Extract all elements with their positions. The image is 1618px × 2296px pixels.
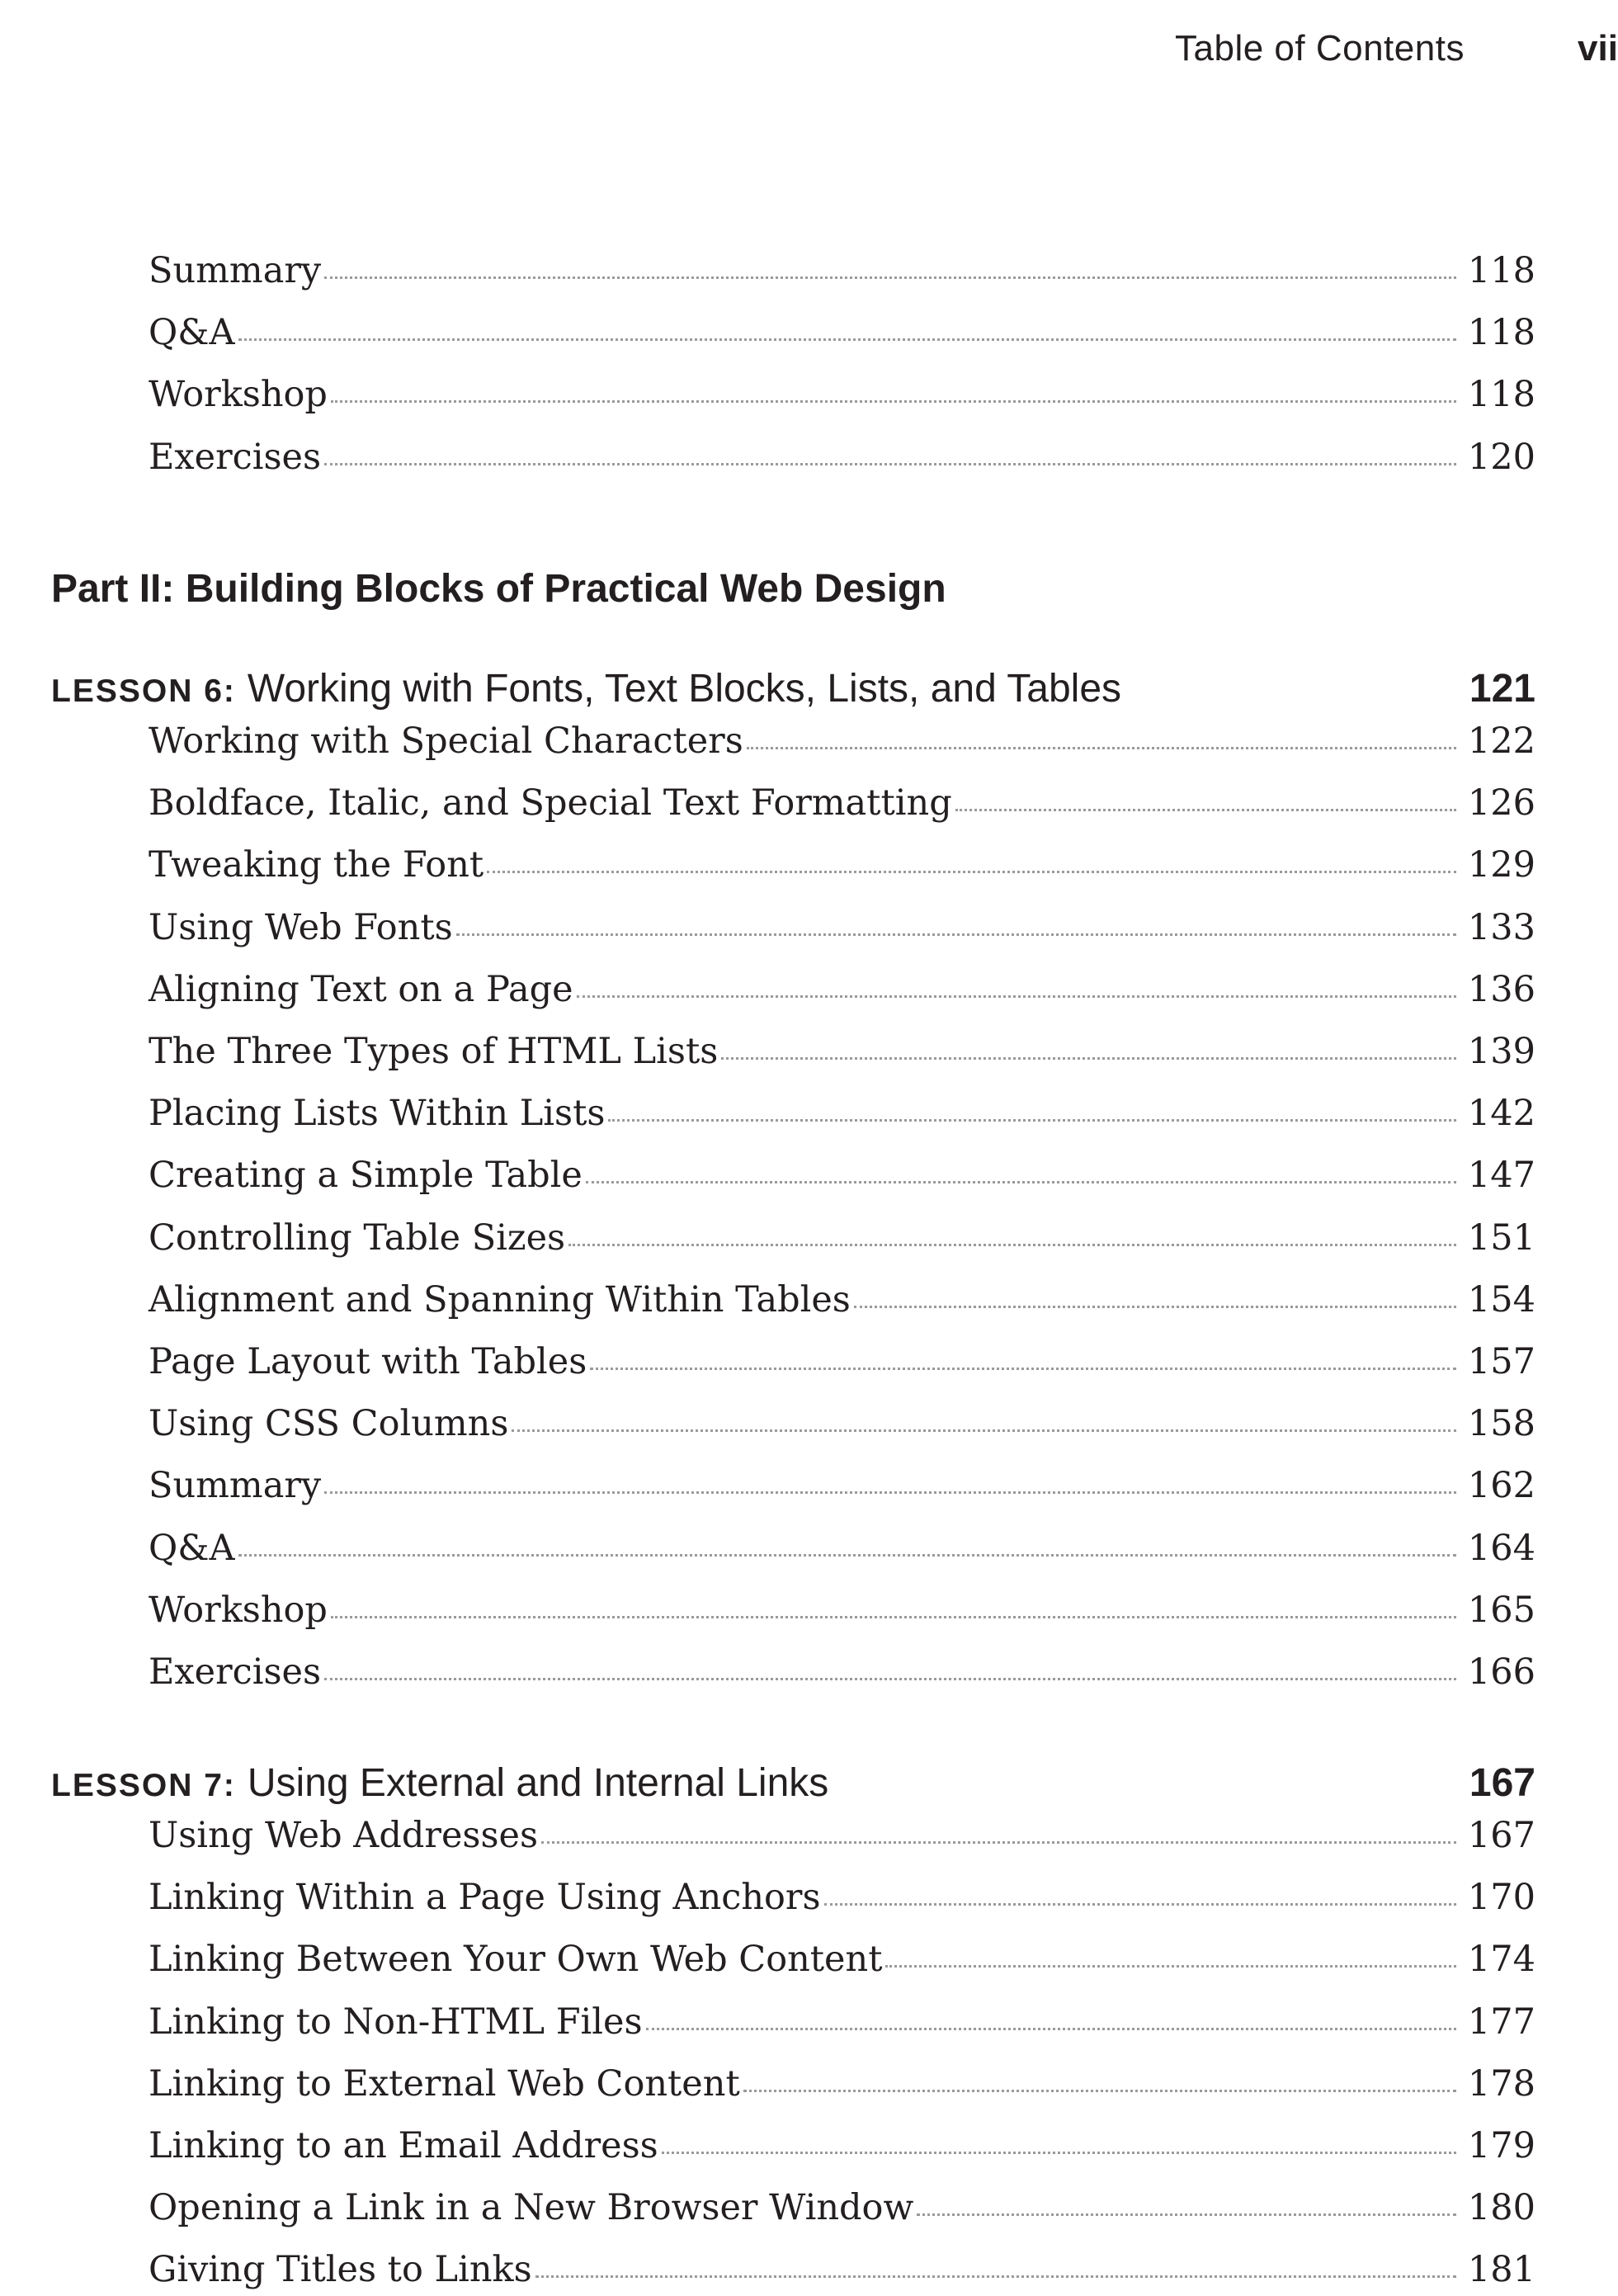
dot-leader xyxy=(512,1429,1455,1432)
entry-page-number: 164 xyxy=(1467,1527,1535,1569)
entry-page-number: 157 xyxy=(1467,1341,1535,1382)
entry-title: Summary xyxy=(149,1465,322,1507)
entry-title: Page Layout with Tables xyxy=(149,1341,587,1382)
part-heading: Part II: Building Blocks of Practical Web Design xyxy=(51,567,946,611)
toc-entry[interactable] xyxy=(149,1087,1535,1140)
toc-entry[interactable] xyxy=(149,1335,1535,1388)
entry-page-number: 118 xyxy=(1467,374,1535,416)
lesson-page-number: 121 xyxy=(1469,667,1535,711)
lesson-heading[interactable] xyxy=(51,1755,1535,1812)
toc-entry[interactable] xyxy=(149,901,1535,954)
entry-title: Exercises xyxy=(149,436,322,478)
entry-page-number: 129 xyxy=(1467,844,1535,886)
toc-entry[interactable] xyxy=(149,306,1535,359)
toc-entry[interactable] xyxy=(149,1459,1535,1512)
toc-entry[interactable] xyxy=(149,839,1535,891)
running-header xyxy=(0,28,1618,78)
entry-page-number: 142 xyxy=(1467,1093,1535,1135)
toc-entry[interactable] xyxy=(149,1212,1535,1264)
entry-page-number: 120 xyxy=(1467,436,1535,478)
lesson-label: LESSON 6: xyxy=(51,673,236,709)
entry-title: Alignment and Spanning Within Tables xyxy=(149,1278,851,1320)
entry-title: Linking to External Web Content xyxy=(149,2062,740,2105)
dot-leader xyxy=(331,400,1456,403)
dot-leader xyxy=(885,1965,1455,1968)
entry-page-number: 154 xyxy=(1467,1278,1535,1320)
dot-leader xyxy=(541,1841,1456,1844)
dot-leader xyxy=(577,995,1456,998)
dot-leader xyxy=(331,1616,1456,1618)
entry-page-number: 174 xyxy=(1467,1939,1535,1981)
dot-leader xyxy=(568,1244,1456,1246)
toc-entry[interactable] xyxy=(149,431,1535,484)
dot-leader xyxy=(824,1903,1456,1906)
entry-title: Summary xyxy=(149,250,322,291)
entry-title: Exercises xyxy=(149,1651,322,1693)
toc-entry[interactable] xyxy=(149,2057,1535,2110)
lesson-title: Working with Fonts, Text Blocks, Lists, and Tables xyxy=(247,667,1122,711)
entry-page-number: 181 xyxy=(1467,2249,1535,2291)
entry-title: Linking to Non-HTML Files xyxy=(149,2001,643,2043)
toc-entry[interactable] xyxy=(149,1149,1535,1202)
entry-page-number: 122 xyxy=(1467,720,1535,762)
lesson-heading[interactable] xyxy=(51,660,1535,718)
entry-title: Q&A xyxy=(149,312,235,354)
lesson-title: Using External and Internal Links xyxy=(247,1761,829,1805)
entry-page-number: 180 xyxy=(1467,2187,1535,2229)
entry-title: Tweaking the Font xyxy=(149,844,484,886)
entry-title: Boldface, Italic, and Special Text Formatting xyxy=(149,782,952,824)
toc-entry[interactable] xyxy=(149,1584,1535,1637)
entry-page-number: 118 xyxy=(1467,250,1535,291)
toc-entry[interactable] xyxy=(149,777,1535,829)
dot-leader xyxy=(324,276,1456,279)
entry-page-number: 147 xyxy=(1467,1155,1535,1197)
toc-entry[interactable] xyxy=(149,2119,1535,2172)
lesson-label: LESSON 7: xyxy=(51,1768,236,1803)
entry-page-number: 139 xyxy=(1467,1031,1535,1072)
entry-page-number: 151 xyxy=(1467,1217,1535,1259)
dot-leader xyxy=(721,1057,1456,1060)
dot-leader xyxy=(747,747,1456,749)
toc-entry[interactable] xyxy=(149,1273,1535,1326)
running-title: Table of Contents xyxy=(1175,28,1465,69)
entry-title: Linking Between Your Own Web Content xyxy=(149,1939,883,1981)
toc-entry[interactable] xyxy=(149,1397,1535,1450)
entry-page-number: 162 xyxy=(1467,1465,1535,1507)
toc-entry[interactable] xyxy=(149,963,1535,1016)
entry-title: Using Web Fonts xyxy=(149,906,453,948)
lesson-page-number: 167 xyxy=(1469,1761,1535,1805)
entry-page-number: 166 xyxy=(1467,1651,1535,1693)
toc-entry[interactable] xyxy=(149,1933,1535,1986)
entry-title: Q&A xyxy=(149,1527,235,1569)
page-number: vii xyxy=(1578,28,1618,69)
entry-page-number: 170 xyxy=(1467,1877,1535,1919)
entry-title: Creating a Simple Table xyxy=(149,1155,583,1197)
entry-page-number: 136 xyxy=(1467,968,1535,1010)
entry-title: Controlling Table Sizes xyxy=(149,1217,566,1259)
toc-entry[interactable] xyxy=(149,368,1535,421)
entry-title: Linking to an Email Address xyxy=(149,2125,658,2166)
dot-leader xyxy=(917,2213,1456,2216)
dot-leader xyxy=(590,1368,1456,1370)
dot-leader xyxy=(324,1491,1456,1494)
entry-page-number: 118 xyxy=(1467,312,1535,354)
toc-entry[interactable] xyxy=(149,715,1535,768)
toc-entry[interactable] xyxy=(149,2181,1535,2234)
entry-title: Opening a Link in a New Browser Window xyxy=(149,2187,914,2229)
dot-leader xyxy=(646,2028,1456,2030)
dot-leader xyxy=(487,871,1456,873)
entry-page-number: 165 xyxy=(1467,1589,1535,1631)
dot-leader xyxy=(586,1181,1456,1183)
entry-title: Workshop xyxy=(149,1589,328,1631)
dot-leader xyxy=(608,1119,1455,1122)
entry-title: Working with Special Characters xyxy=(149,720,743,762)
entry-title: Placing Lists Within Lists xyxy=(149,1093,606,1135)
dot-leader xyxy=(324,463,1456,465)
entry-page-number: 126 xyxy=(1467,782,1535,824)
entry-page-number: 179 xyxy=(1467,2125,1535,2166)
toc-entry[interactable] xyxy=(149,2243,1535,2296)
toc-entry[interactable] xyxy=(149,1646,1535,1698)
dot-leader xyxy=(238,1554,1456,1557)
entry-title: Linking Within a Page Using Anchors xyxy=(149,1877,821,1919)
dot-leader xyxy=(324,1678,1456,1680)
entry-title: Using CSS Columns xyxy=(149,1403,509,1445)
toc-entry[interactable] xyxy=(149,1996,1535,2048)
toc-entry[interactable] xyxy=(149,1871,1535,1924)
dot-leader xyxy=(743,2090,1456,2092)
dot-leader xyxy=(854,1306,1456,1308)
entry-page-number: 178 xyxy=(1467,2062,1535,2105)
entry-title: Giving Titles to Links xyxy=(149,2249,532,2291)
entry-title: Aligning Text on a Page xyxy=(149,968,573,1010)
entry-title: Workshop xyxy=(149,374,328,416)
entry-title: The Three Types of HTML Lists xyxy=(149,1031,719,1072)
entry-page-number: 133 xyxy=(1467,906,1535,948)
entry-title: Using Web Addresses xyxy=(149,1815,539,1856)
dot-leader xyxy=(238,338,1456,341)
toc-entry[interactable] xyxy=(149,1025,1535,1078)
entry-page-number: 177 xyxy=(1467,2001,1535,2043)
entry-page-number: 158 xyxy=(1467,1403,1535,1445)
dot-leader xyxy=(456,933,1456,936)
dot-leader xyxy=(662,2152,1456,2154)
toc-entry[interactable] xyxy=(149,1522,1535,1575)
toc-entry[interactable] xyxy=(149,244,1535,297)
dot-leader xyxy=(535,2275,1456,2278)
entry-page-number: 167 xyxy=(1467,1815,1535,1856)
dot-leader xyxy=(955,809,1456,811)
toc-entry[interactable] xyxy=(149,1809,1535,1862)
